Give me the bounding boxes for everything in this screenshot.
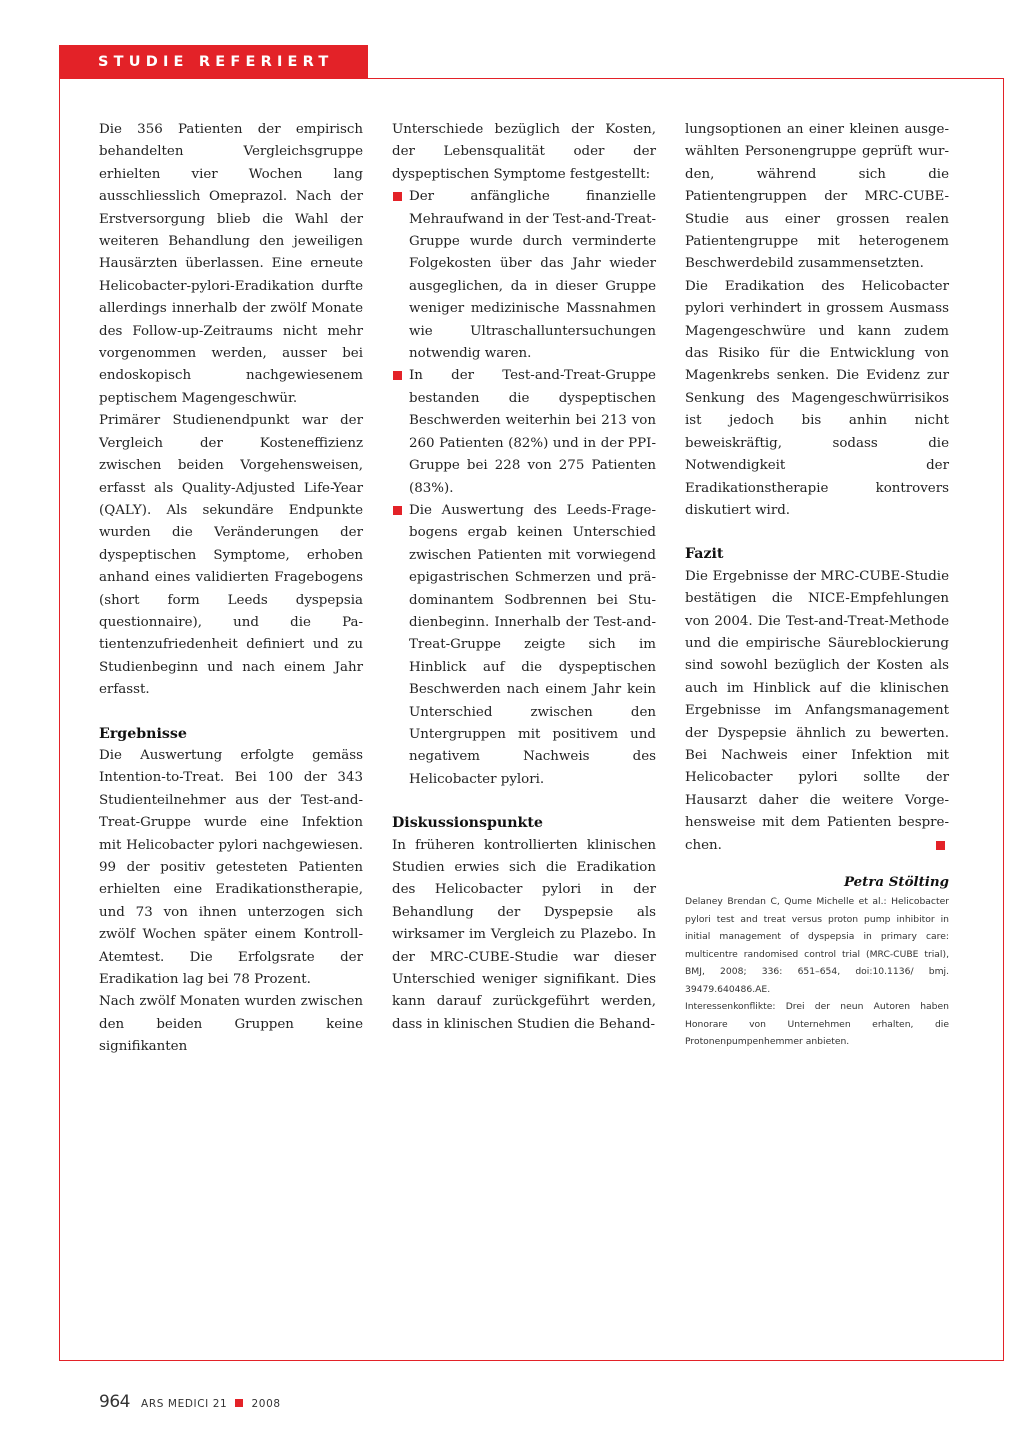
list-item: Der anfängliche finanzielle Mehraufwand in der Test-and-Treat-Gruppe wurde durch verminderte Folgekosten über das Jahr wieder ausgeglichen, da in dieser Gruppe weniger medizinische Massnahmen wie Ultraschalluntersuchungen notwendig waren. (392, 186, 656, 365)
list-item: Die Auswertung des Leeds-Fragebogens ergab keinen Unterschied zwischen Patienten mit vorwiegend epigastrischen Schmerzen und prädominantem Sodbrennen bei Studienbeginn. Innerhalb der Test-and-Treat-Gruppe zeigte sich im Hinblick auf die dyspeptischen Beschwerden nach einem Jahr kein Unterschied zwischen den Untergruppen mit positivem und negativem Nachweis des Helicobacter pylori. (392, 500, 656, 791)
column-1 (99, 119, 363, 1059)
column-2 (392, 119, 656, 1036)
paragraph: Die 356 Patienten der empirisch behandelten Vergleichsgruppe erhielten vier Wochen lang ausschliesslich Omeprazol. Nach der Erstversorgung blieb die Wahl der weiteren Behandlung den jeweiligen Hausärzten überlassen. Eine erneute Helicobacter-pylori-Eradikation durfte allerdings innerhalb der zwölf Monate des Follow-up-Zeitraums nicht mehr vorgenommen werden, ausser bei endoskopisch nachgewiesenem peptischem Magengeschwür. (99, 122, 363, 406)
journal-name: ARS MEDICI 21 (141, 1398, 228, 1410)
paragraph-text: Die Ergebnisse der MRC-CUBE-Studie bestätigen die NICE-Empfehlungen von 2004. Die Test-and-Treat-Methode und die empirische Säureblockierung sind sowohl bezüglich der Kosten als auch im Hinblick auf die klinischen Ergebnisse im Anfangsmanagement der Dyspepsie ähnlich zu bewerten. Bei Nachweis einer Infektion mit Helicobacter pylori sollte der Hausarzt daher die weitere Vorgehensweise mit dem Patienten besprechen. (685, 568, 949, 853)
paragraph-with-endmark (685, 566, 949, 857)
separator-square-icon (235, 1399, 243, 1407)
heading-results: Ergebnisse (99, 725, 187, 742)
page-number: 964 (99, 1392, 130, 1412)
bullet-list (392, 186, 656, 791)
section-header-label: STUDIE REFERIERT (98, 54, 334, 70)
paragraph: Unterschiede bezüglich der Kosten, der Lebensqualität oder der dyspeptischen Symptome festgestellt: (392, 122, 656, 182)
section-header-tab (59, 45, 368, 78)
paragraph: Die Auswertung erfolgte gemäss Intention-to-Treat. Bei 100 der 343 Studienteilnehmer aus der Test-and-Treat-Gruppe wurde eine Infektion mit Helicobacter pylori nachgewiesen. 99 der positiv getesteten Patienten erhielten eine Eradikationstherapie, und 73 von ihnen unterzogen sich zwölf Wochen später einem Kontroll-Atemtest. Die Erfolgsrate der Eradikation lag bei 78 Prozent. (99, 747, 363, 988)
paragraph: Die Eradikation des Helicobacter pylori verhindert in grossem Ausmass Magengeschwüre und kann zudem das Risiko für die Entwicklung von Magenkrebs senken. Die Evidenz zur Senkung des Magengeschwürrisikos ist jedoch bis anhin nicht beweiskräftig, sodass die Notwendigkeit der Eradikationstherapie kontrovers diskutiert wird. (685, 278, 949, 518)
paragraph: Primärer Studienendpunkt war der Vergleich der Kosteneffizienz zwischen beiden Vorgehensweisen, erfasst als Quality-Adjusted Life-Year (QALY). Als sekundäre Endpunkte wurden die Veränderungen der dyspeptischen Symptome, erhoben anhand eines validierten Fragebogens (short form Leeds dyspepsia questionnaire), und die Patientenzufriedenheit definiert und zu Studienbeginn und nach einem Jahr erfasst. (99, 413, 363, 698)
end-of-article-icon (936, 841, 945, 850)
page-footer (99, 1392, 281, 1412)
heading-discussion: Diskussionspunkte (392, 815, 543, 832)
paragraph: Nach zwölf Monaten wurden zwischen den beiden Gruppen keine signifikanten (99, 994, 363, 1055)
paragraph: lungsoptionen an einer kleinen ausgewählten Personengruppe geprüft wurden, während sich die Patientengruppen der MRC-CUBE-Studie aus einer grossen realen Patientengruppe mit heterogenem Beschwerdebild zusammensetzten. (685, 122, 949, 272)
list-item: In der Test-and-Treat-Gruppe bestanden die dyspeptischen Beschwerden weiterhin bei 213 von 260 Patienten (82%) und in der PPI-Gruppe bei 228 von 275 Patienten (83%). (392, 365, 656, 499)
heading-fazit: Fazit (685, 546, 724, 563)
conflict-of-interest-note: Interessenkonflikte: Drei der neun Autoren haben Honorare von Unternehmen erhalten, die Protonenpumpenhemmer anbieten. (685, 1001, 949, 1048)
column-3 (685, 119, 949, 1051)
author-name: Petra Stölting (843, 874, 949, 890)
paragraph: In früheren kontrollierten klinischen Studien erwies sich die Eradikation des Helicobacter pylori in der Behandlung der Dyspepsie als wirksamer im Vergleich zu Plazebo. In der MRC-CUBE-Studie war dieser Unterschied weniger signifikant. Dies kann darauf zurückgeführt werden, dass in klinischen Studien die Behand- (392, 837, 656, 1032)
journal-year: 2008 (251, 1398, 281, 1410)
reference-citation: Delaney Brendan C, Qume Michelle et al.: Helicobacter pylori test and treat versus proton pump inhibitor in initial management of dyspepsia in primary care: multicentre randomised control trial (MRC-CUBE trial), BMJ, 2008; 336: 651–654, doi:10.1136/ bmj. 39479.640486.AE. (685, 896, 949, 995)
